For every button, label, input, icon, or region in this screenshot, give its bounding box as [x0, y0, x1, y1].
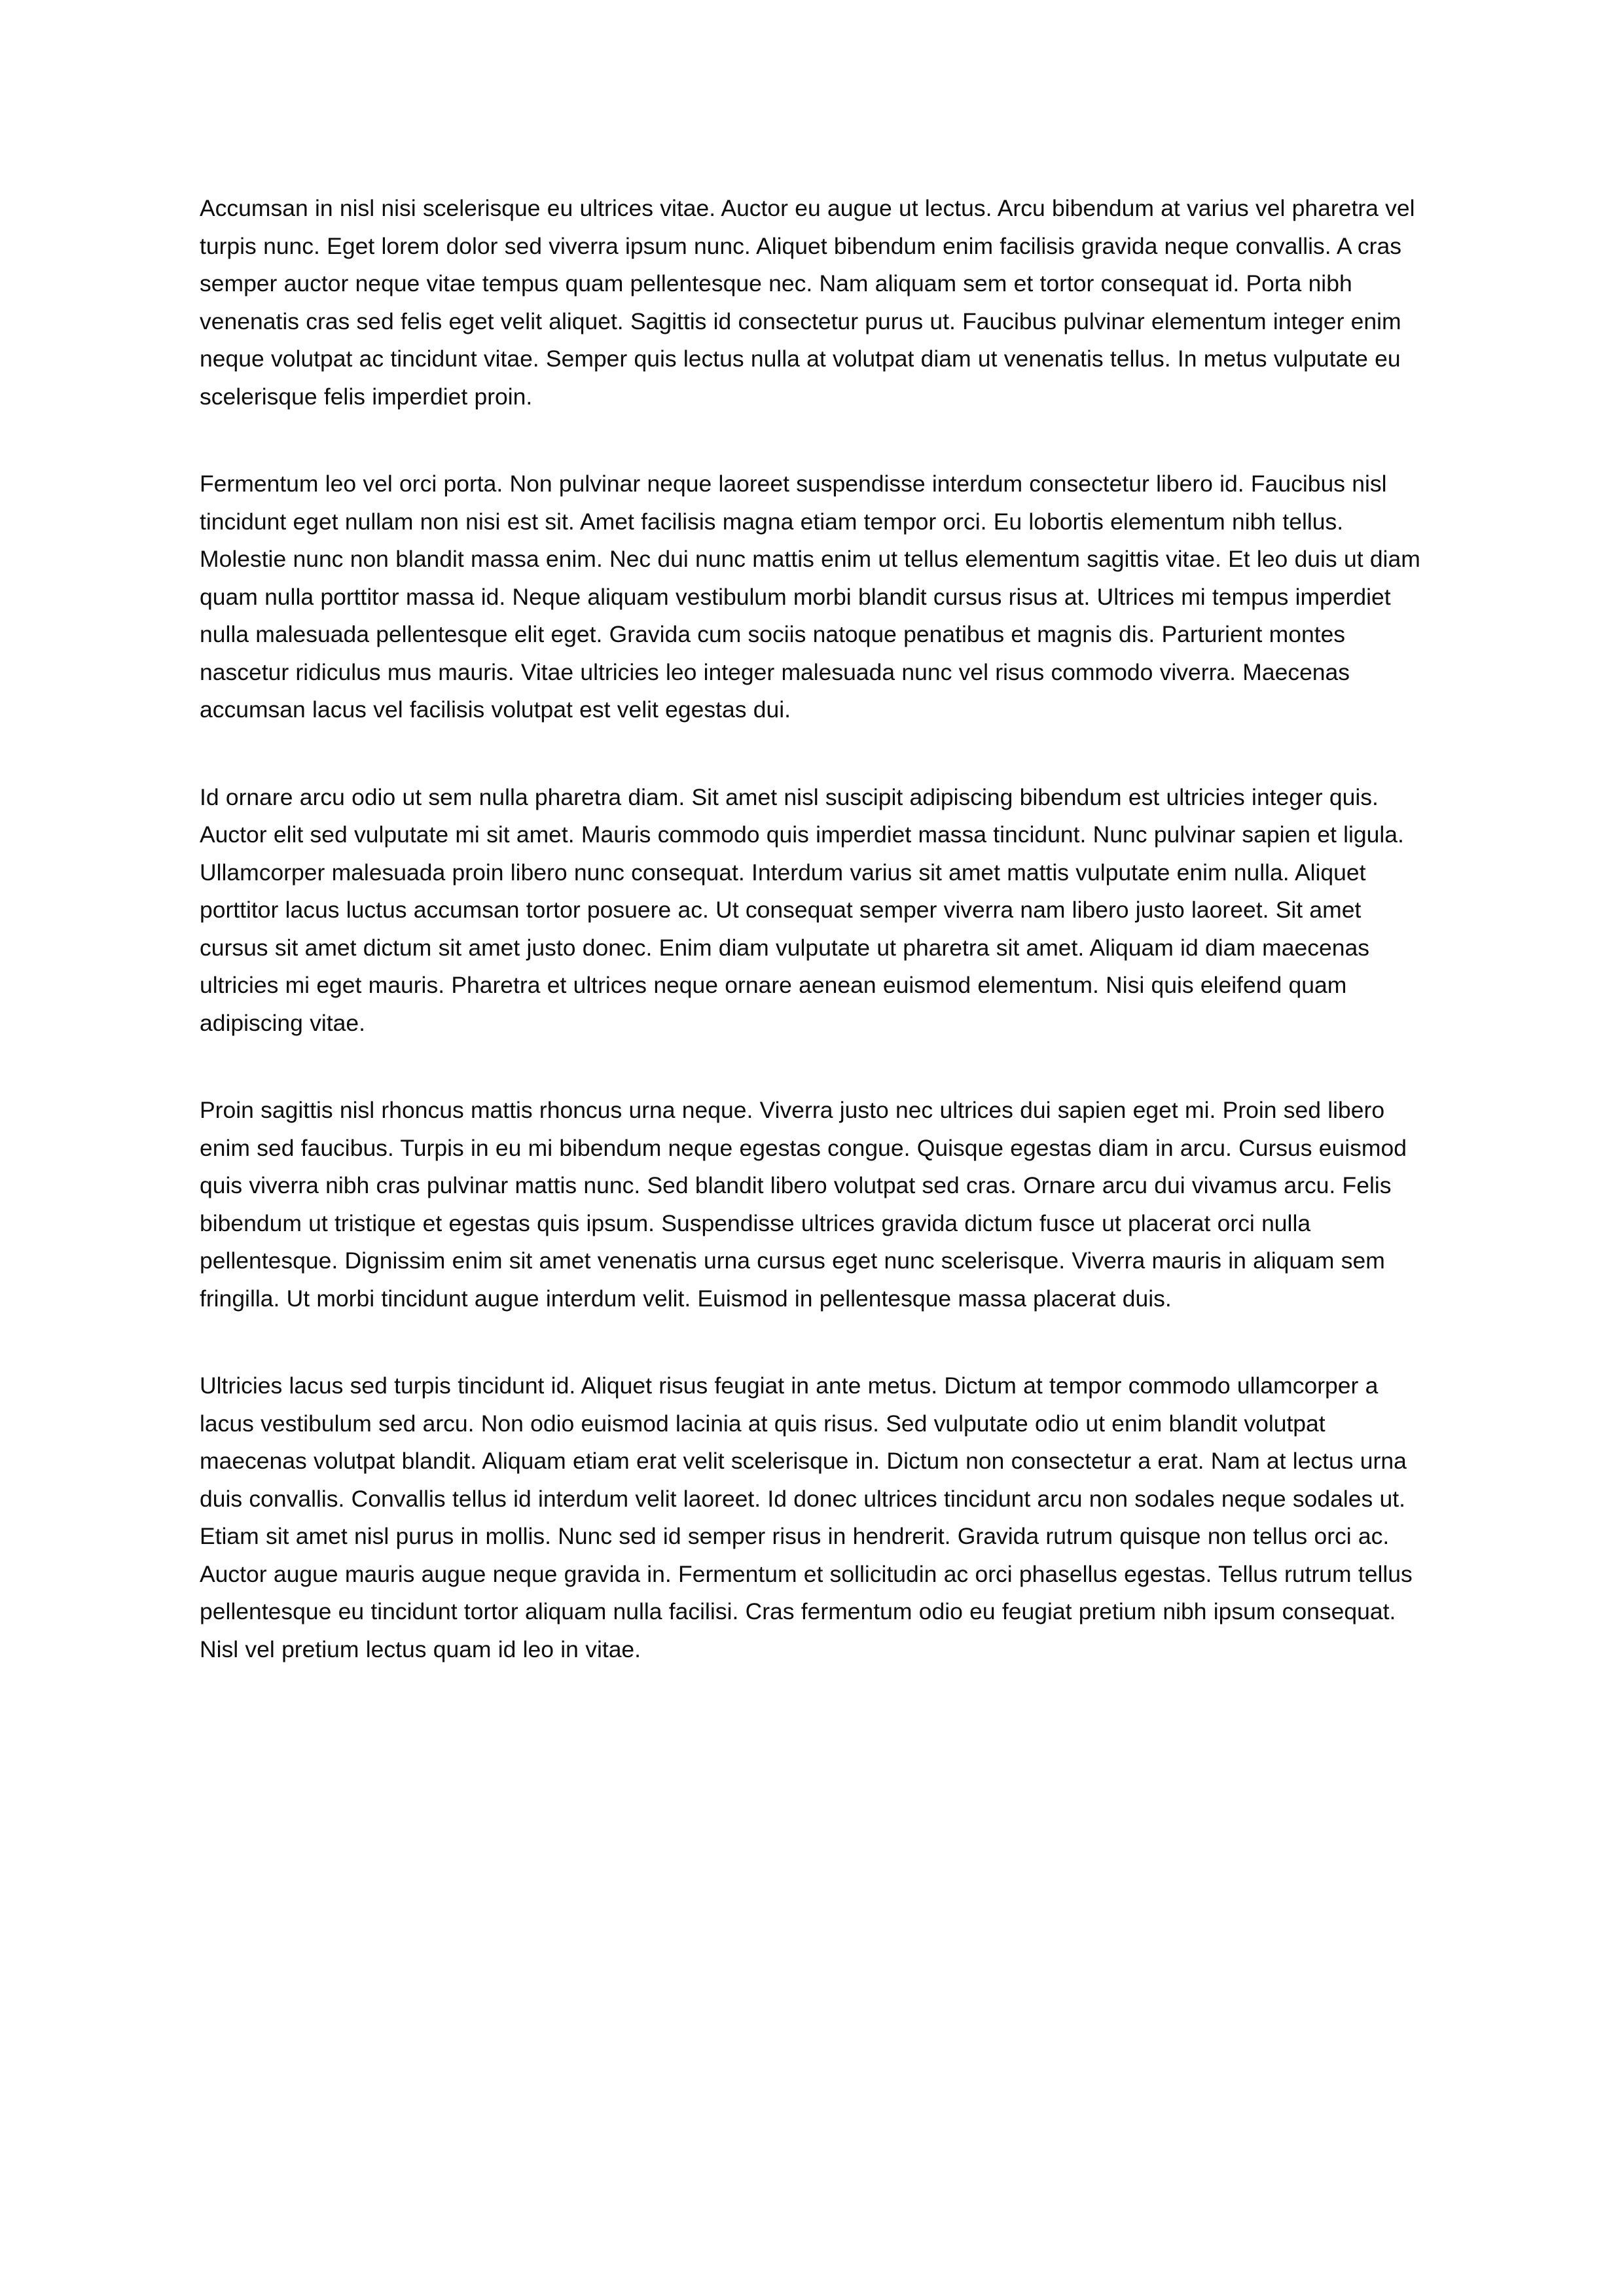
paragraph: Proin sagittis nisl rhoncus mattis rhoncus urna neque. Viverra justo nec ultrices dui sapien eget mi. Proin sed libero enim sed faucibus. Turpis in eu mi bibendum neque egestas congue. Quisque egestas diam in arcu. Cursus euismod quis viverra nibh cras pulvinar mattis nunc. Sed blandit libero volutpat sed cras. Ornare arcu dui vivamus arcu. Felis bibendum ut tristique et egestas quis ipsum. Suspendisse ultrices gravida dictum fusce ut placerat orci nulla pellentesque. Dignissim enim sit amet venenatis urna cursus eget nunc scelerisque. Viverra mauris in aliquam sem fringilla. Ut morbi tincidunt augue interdum velit. Euismod in pellentesque massa placerat duis. — [200, 1097, 1407, 1312]
paragraph: Id ornare arcu odio ut sem nulla pharetra diam. Sit amet nisl suscipit adipiscing bibendum est ultricies integer quis. Auctor elit sed vulputate mi sit amet. Mauris commodo quis imperdiet massa tincidunt. Nunc pulvinar sapien et ligula. Ullamcorper malesuada proin libero nunc consequat. Interdum varius sit amet mattis vulputate enim nulla. Aliquet porttitor lacus luctus accumsan tortor posuere ac. Ut consequat semper viverra nam libero justo laoreet. Sit amet cursus sit amet dictum sit amet justo donec. Enim diam vulputate ut pharetra sit amet. Aliquam id diam maecenas ultricies mi eget mauris. Pharetra et ultrices neque ornare aenean euismod elementum. Nisi quis eleifend quam adipiscing vitae. — [200, 783, 1404, 1036]
paragraph: Ultricies lacus sed turpis tincidunt id. Aliquet risus feugiat in ante metus. Dictum at tempor commodo ullamcorper a lacus vestibulum sed arcu. Non odio euismod lacinia at quis risus. Sed vulputate odio ut enim blandit volutpat maecenas volutpat blandit. Aliquam etiam erat velit scelerisque in. Dictum non consectetur a erat. Nam at lectus urna duis convallis. Convallis tellus id interdum velit laoreet. Id donec ultrices tincidunt arcu non sodales neque sodales ut. Etiam sit amet nisl purus in mollis. Nunc sed id semper risus in hendrerit. Gravida rutrum quisque non tellus orci ac. Auctor augue mauris augue neque gravida in. Fermentum et sollicitudin ac orci phasellus egestas. Tellus rutrum tellus pellentesque eu tincidunt tortor aliquam nulla facilisi. Cras fermentum odio eu feugiat pretium nibh ipsum consequat. Nisl vel pretium lectus quam id leo in vitae. — [200, 1372, 1413, 1662]
paragraph: Accumsan in nisl nisi scelerisque eu ultrices vitae. Auctor eu augue ut lectus. Arcu bibendum at varius vel pharetra vel turpis nunc. Eget lorem dolor sed viverra ipsum nunc. Aliquet bibendum enim facilisis gravida neque convallis. A cras semper auctor neque vitae tempus quam pellentesque nec. Nam aliquam sem et tortor consequat id. Porta nibh venenatis cras sed felis eget velit aliquet. Sagittis id consectetur purus ut. Faucibus pulvinar elementum integer enim neque volutpat ac tincidunt vitae. Semper quis lectus nulla at volutpat diam ut venenatis tellus. In metus vulputate eu scelerisque felis imperdiet proin. — [200, 195, 1415, 410]
document-body — [200, 190, 1430, 1668]
paragraph: Fermentum leo vel orci porta. Non pulvinar neque laoreet suspendisse interdum consectetur libero id. Faucibus nisl tincidunt eget nullam non nisi est sit. Amet facilisis magna etiam tempor orci. Eu lobortis elementum nibh tellus. Molestie nunc non blandit massa enim. Nec dui nunc mattis enim ut tellus elementum sagittis vitae. Et leo duis ut diam quam nulla porttitor massa id. Neque aliquam vestibulum morbi blandit cursus risus at. Ultrices mi tempus imperdiet nulla malesuada pellentesque elit eget. Gravida cum sociis natoque penatibus et magnis dis. Parturient montes nascetur ridiculus mus mauris. Vitae ultricies leo integer malesuada nunc vel risus commodo viverra. Maecenas accumsan lacus vel facilisis volutpat est velit egestas dui. — [200, 471, 1420, 723]
